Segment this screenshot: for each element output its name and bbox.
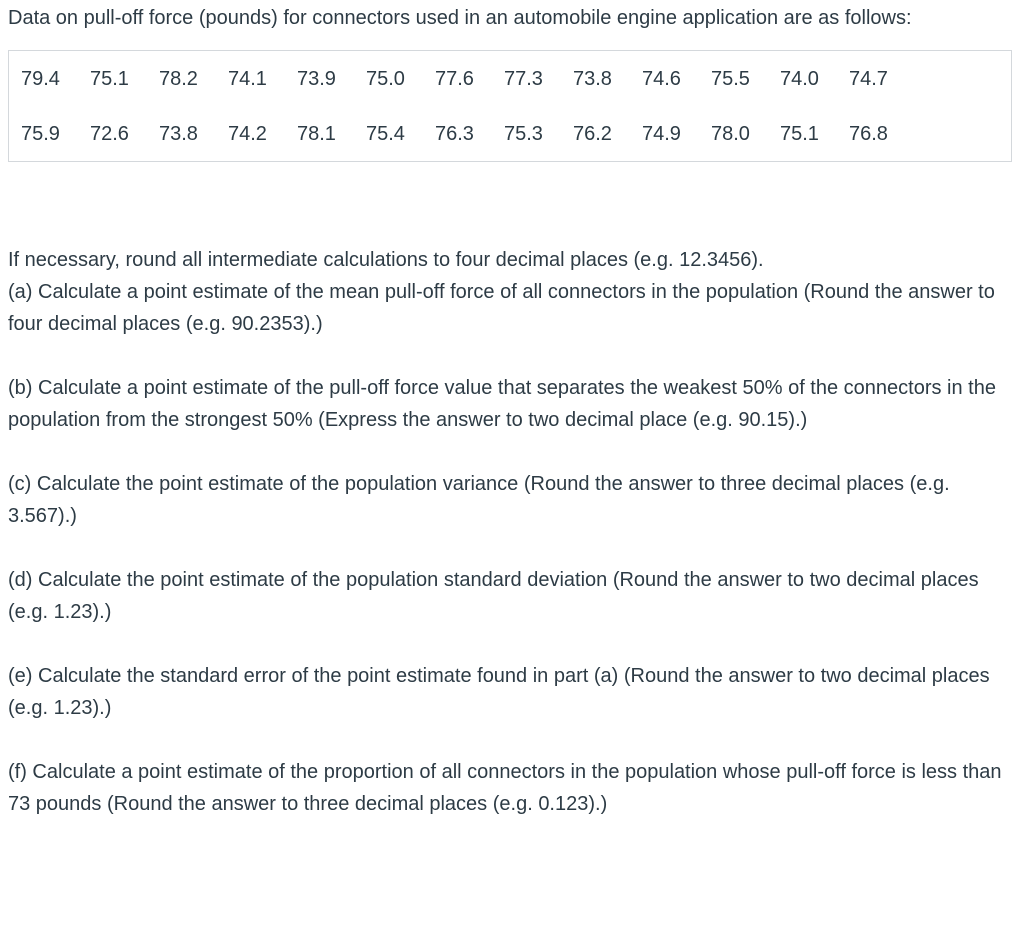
data-cell: 75.1 xyxy=(780,122,819,145)
data-cell: 75.4 xyxy=(366,122,405,145)
data-cell: 74.9 xyxy=(642,122,681,145)
part-a-question: (a) Calculate a point estimate of the mean pull-off force of all connectors in the population (Round the answer to four decimal places (e.g. 90.2353).) xyxy=(8,281,995,335)
part-b-question: (b) Calculate a point estimate of the pull-off force value that separates the weakest 50% of the connectors in the population from the strongest 50% (Express the answer to two decimal place (e.g. 90.15).) xyxy=(8,377,996,431)
data-cell: 78.2 xyxy=(159,67,198,90)
paragraph-gap xyxy=(8,724,1016,756)
data-cell: 74.1 xyxy=(228,67,267,90)
data-cell: 74.6 xyxy=(642,67,681,90)
data-cell: 73.8 xyxy=(573,67,612,90)
data-cell: 75.9 xyxy=(21,122,60,145)
data-cell: 78.0 xyxy=(711,122,750,145)
paragraph-gap xyxy=(8,340,1016,372)
part-e-question: (e) Calculate the standard error of the point estimate found in part (a) (Round the answer to two decimal places (e.g. 1.23).) xyxy=(8,665,990,719)
data-table xyxy=(8,50,1012,162)
data-cell: 79.4 xyxy=(21,67,60,90)
part-f-question: (f) Calculate a point estimate of the proportion of all connectors in the population whose pull-off force is less than 73 pounds (Round the answer to three decimal places (e.g. 0.123).) xyxy=(8,761,1002,815)
data-cell: 74.0 xyxy=(780,67,819,90)
data-cell: 78.1 xyxy=(297,122,336,145)
data-cell: 74.7 xyxy=(849,67,888,90)
data-cell: 74.2 xyxy=(228,122,267,145)
data-cell: 75.0 xyxy=(366,67,405,90)
data-row-2 xyxy=(9,106,1011,161)
data-row-1 xyxy=(9,51,1011,106)
part-c-question: (c) Calculate the point estimate of the population variance (Round the answer to three decimal places (e.g. 3.567).) xyxy=(8,473,950,527)
data-cell: 72.6 xyxy=(90,122,129,145)
rounding-instruction: If necessary, round all intermediate calculations to four decimal places (e.g. 12.3456). xyxy=(8,249,764,271)
data-cell: 73.9 xyxy=(297,67,336,90)
data-cell: 77.3 xyxy=(504,67,543,90)
question-intro: Data on pull-off force (pounds) for connectors used in an automobile engine application are as follows: xyxy=(8,7,912,29)
data-cell: 75.3 xyxy=(504,122,543,145)
part-d-question: (d) Calculate the point estimate of the population standard deviation (Round the answer to two decimal places (e.g. 1.23).) xyxy=(8,569,979,623)
data-cell: 77.6 xyxy=(435,67,474,90)
data-cell: 73.8 xyxy=(159,122,198,145)
section-spacer xyxy=(8,162,1016,244)
data-cell: 76.2 xyxy=(573,122,612,145)
data-cell: 76.8 xyxy=(849,122,888,145)
data-cell: 75.5 xyxy=(711,67,750,90)
paragraph-gap xyxy=(8,628,1016,660)
data-cell: 75.1 xyxy=(90,67,129,90)
paragraph-gap xyxy=(8,436,1016,468)
paragraph-gap xyxy=(8,532,1016,564)
data-cell: 76.3 xyxy=(435,122,474,145)
